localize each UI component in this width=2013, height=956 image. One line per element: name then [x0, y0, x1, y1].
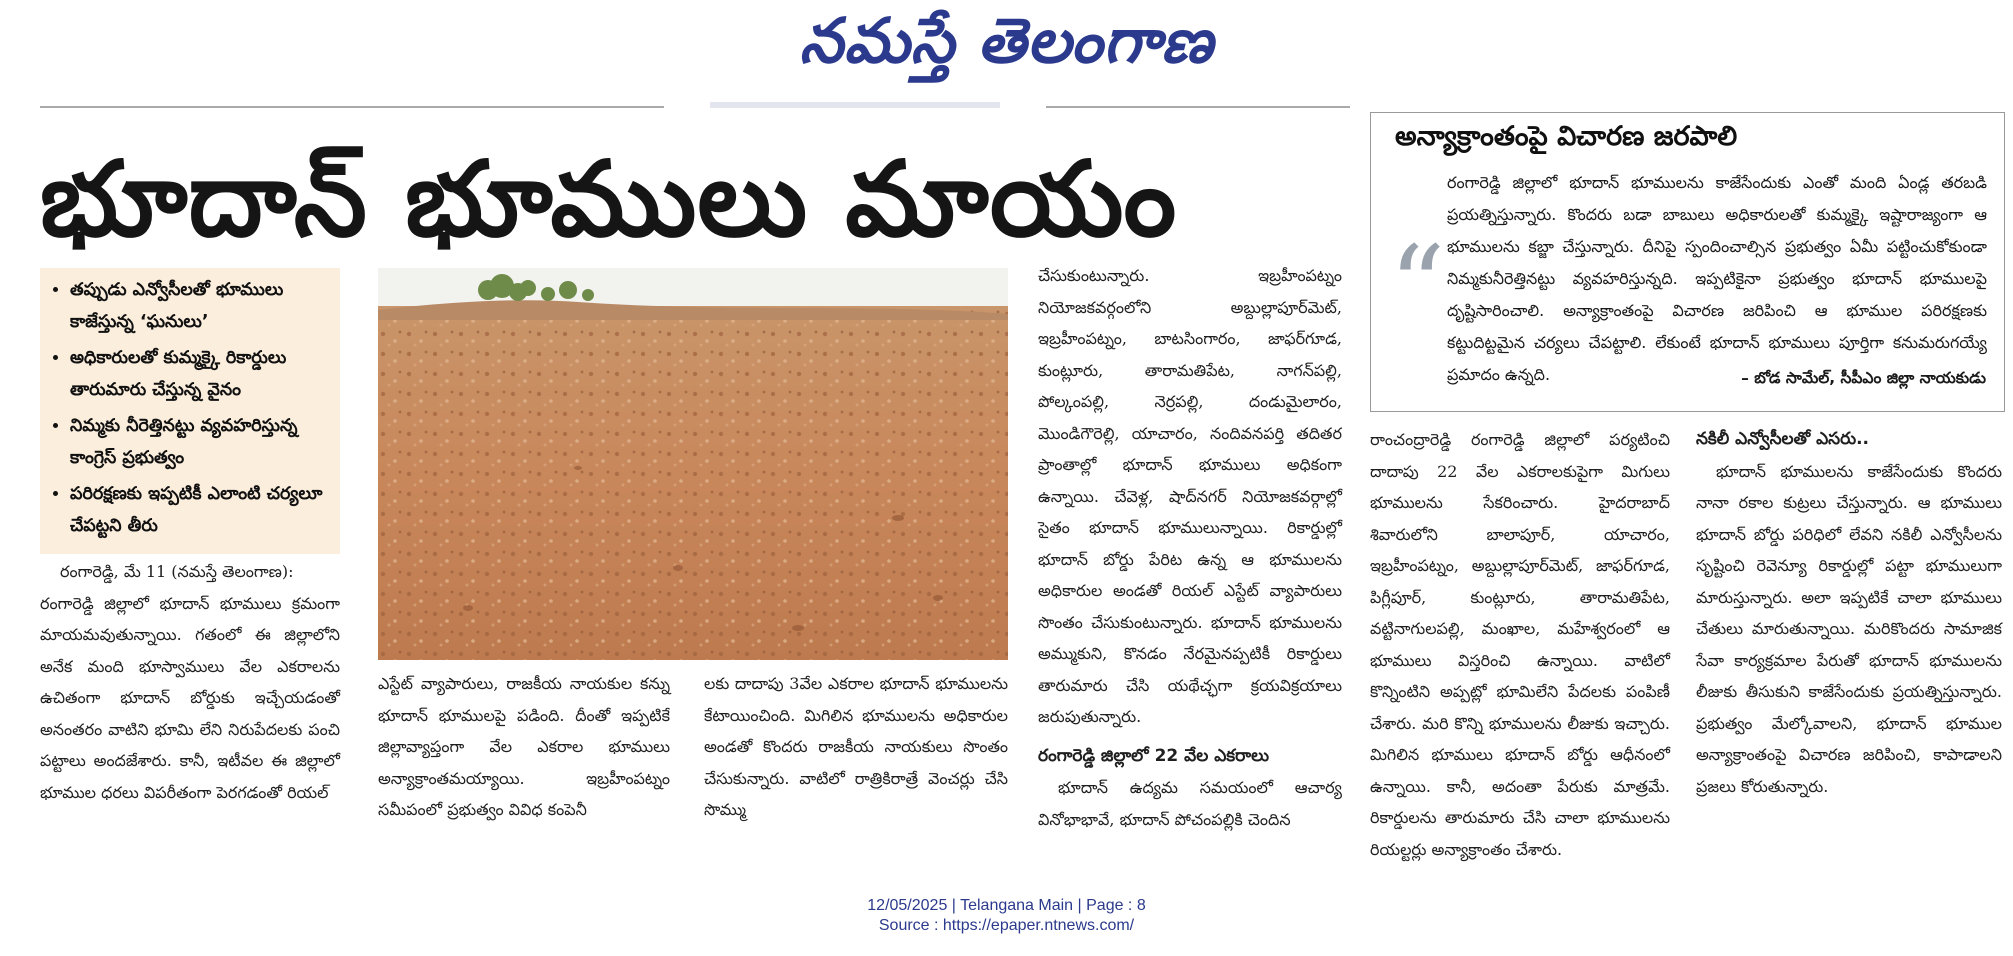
- column-5-text: రాంచంద్రారెడ్డి రంగారెడ్డి జిల్లాలో పర్యటించి దాదాపు 22 వేల ఎకరాలకుపైగా మిగులు భూములను సేకరించారు. హైదరాబాద్ శివారులోని బాలాపూర్, యాచారం, ఇబ్రహీంపట్నం, అబ్దుల్లాపూర్‌మెట్, జాఫర్‌గూడ, పిగ్లీపూర్, కుంట్లూరు, తారామతిపేట, వట్టినాగులపల్లి, మంఖాల, మహేశ్వరంలో ఆ భూములు విస్తరించి ఉన్నాయి. వాటిలో కొన్నింటిని అప్పట్లో భూమిలేని పేదలకు పంపిణీ చేశారు. మరి కొన్ని భూములను లీజుకు ఇచ్చారు. మిగిలిన భూములు భూదాన్ బోర్డు ఆధీనంలో ఉన్నాయి. కానీ, అదంతా పేరుకు మాత్రమే. రికార్డులను తారుమారు చేసి చాలా భూములను రియల్టర్లు అన్యాక్రాంతం చేశారు.: [1370, 430, 1670, 859]
- headline: భూదాన్ భూములు మాయం: [40, 138, 1178, 260]
- article-column-1: [40, 556, 340, 808]
- column-3-text: లకు దాదాపు 3వేల ఎకరాల భూదాన్ భూములను కేటాయించింది. మిగిలిన భూములను అధికారుల అండతో కొందరు రాజకీయ నాయకులు సొంతం చేసుకున్నారు. వాటిలో రాత్రికిరాత్రే వెంచర్లు చేసి సొమ్ము: [704, 674, 1008, 819]
- column-1-text: రంగారెడ్డి జిల్లాలో భూదాన్ భూములు క్రమంగా మాయమవుతున్నాయి. గతంలో ఈ జిల్లాలోని అనేక మంది భూస్వాములు వేల ఎకరాలను ఉచితంగా భూదాన్ బోర్డుకు ఇచ్చేయడంతో అనంతరం వాటిని భూమి లేని నిరుపేదలకు పంచి పట్టాలు అందజేశారు. కానీ, ఇటీవల ఈ జిల్లాలో భూముల ధరలు విపరీతంగా పెరగడంతో రియల్: [40, 593, 340, 802]
- column-4-text-cont: భూదాన్ ఉద్యమ సమయంలో ఆచార్య వినోభాభావే, భూదాన్ పోచంపల్లికి చెందిన: [1038, 778, 1342, 829]
- quote-box: [1370, 112, 2005, 412]
- footer-source[interactable]: Source : https://epaper.ntnews.com/: [878, 917, 1135, 934]
- column-4-text: చేసుకుంటున్నారు. ఇబ్రహీంపట్నం నియోజకవర్గంలోని అబ్దుల్లాపూర్‌మెట్, ఇబ్రహీంపట్నం, బాటసింగారం, జాఫర్‌గూడ, కుంట్లూరు, తారామతిపేట, నాగన్‌పల్లి, పోల్కంపల్లి, నెర్రపల్లి, దండుమైలారం, మొండిగౌరెల్లి, యాచారం, నందివనపర్తి తదితర ప్రాంతాల్లో భూదాన్ భూములు అధికంగా ఉన్నాయి. చేవెళ్ల, షాద్‌నగర్ నియోజకవర్గాల్లో సైతం భూదాన్ భూములున్నాయి. రికార్డుల్లో భూదాన్ బోర్డు పేరిట ఉన్న ఆ భూములను అధికారుల అండతో రియల్ ఎస్టేట్ వ్యాపారులు సొంతం చేసుకుంటున్నారు. భూదాన్ భూములను అమ్ముకుని, కొనడం నేరమైనప్పటికీ రికార్డులు తారుమారు చేసి యథేచ్ఛగా క్రయవిక్రయాలు జరుపుతున్నారు.: [1038, 266, 1342, 726]
- quote-mark-icon: “: [1389, 222, 1446, 350]
- top-rule-right: [1046, 106, 1350, 108]
- column-2-text: ఎస్టేట్ వ్యాపారులు, రాజకీయ నాయకుల కన్ను భూదాన్ భూములపై పడింది. దీంతో ఇప్పటికే జిల్లావ్యాప్తంగా వేల ఎకరాల భూములు అన్యాక్రాంతమయ్యాయి. ఇబ్రహీంపట్నం సమీపంలో ప్రభుత్వం వివిధ కంపెనీ: [378, 674, 670, 819]
- article-photo: [378, 268, 1008, 660]
- dateline: రంగారెడ్డి, మే 11 (నమస్తే తెలంగాణ):: [60, 562, 294, 581]
- masthead-logo: నమస్తే తెలంగాణ: [799, 4, 1214, 77]
- highlight-item: • అధికారులతో కుమ్మక్కై రికార్డులు తారుమారు చేస్తున్న వైనం: [70, 342, 332, 406]
- footer-date-page: 12/05/2025 | Telangana Main | Page : 8: [867, 897, 1146, 914]
- article-column-2: [378, 668, 670, 826]
- footer: [0, 896, 2013, 936]
- highlight-item: • నిమ్మకు నీరెత్తినట్టు వ్యవహరిస్తున్న కాంగ్రెస్ ప్రభుత్వం: [70, 410, 332, 474]
- article-column-6: [1696, 424, 2002, 802]
- column-6-text: భూదాన్ భూములను కాజేసేందుకు కొందరు నానా రకాల కుట్రలు చేస్తున్నారు. ఆ భూములు భూదాన్ బోర్డు పరిధిలో లేవని నకిలీ ఎన్వోసీలను సృష్టించి రెవెన్యూ రికార్డుల్లో పట్టా భూములుగా మారుస్తున్నారు. అలా ఇప్పటికే చాలా భూములు చేతులు మారుతున్నాయి. మరికొందరు సామాజిక సేవా కార్యక్రమాల పేరుతో భూదాన్ భూములను లీజుకు తీసుకుని కాజేసేందుకు ప్రయత్నిస్తున్నారు. ప్రభుత్వం మేల్కోవాలని, భూదాన్ భూముల అన్యాక్రాంతంపై విచారణ జరిపించి, కాపాడాలని ప్రజలు కోరుతున్నారు.: [1696, 461, 2002, 796]
- article-column-4: [1038, 260, 1342, 835]
- highlights-box: [40, 268, 340, 554]
- quote-box-title: అన్యాక్రాంతంపై విచారణ జరపాలి: [1395, 121, 1738, 152]
- quote-attribution: – బోడ సామేల్, సీపీఎం జిల్లా నాయకుడు: [1741, 369, 1986, 387]
- top-rule-center: [710, 102, 1000, 108]
- quote-text: రంగారెడ్డి జిల్లాలో భూదాన్ భూములను కాజేసేందుకు ఎంతో మంది ఏండ్ల తరబడి ప్రయత్నిస్తున్నారు. కొందరు బడా బాబులు అధికారులతో కుమ్మక్కై ఇష్టారాజ్యంగా ఆ భూములను కబ్జా చేస్తున్నారు. దీనిపై స్పందించాల్సిన ప్రభుత్వం ఏమీ పట్టించుకోకుండా నిమ్మకునీరెత్తినట్టు వ్యవహరిస్తున్నది. ఇప్పటికైనా ప్రభుత్వం భూదాన్ భూములపై దృష్టిసారించాలి. అన్యాక్రాంతంపై విచారణ జరిపించి ఆ భూముల పరిరక్షణకు కట్టుదిట్టమైన చర్యలు చేపట్టాలి. లేకుంటే భూదాన్ భూములు పూర్తిగా కనుమరుగయ్యే ప్రమాదం ఉన్నది.: [1447, 173, 1987, 384]
- subhead-fake-noc: నకిలీ ఎన్వోసీలతో ఎసరు..: [1696, 429, 1869, 449]
- highlight-item: • తప్పుడు ఎన్వోసీలతో భూములు కాజేస్తున్న ‘ఘనులు’: [70, 274, 332, 338]
- highlight-item: • పరిరక్షణకు ఇప్పటికీ ఎలాంటి చర్యలూ చేపట్టని తీరు: [70, 478, 332, 542]
- article-column-3: [704, 668, 1008, 826]
- top-rule-left: [40, 106, 664, 108]
- subhead-22-thousand-acres: రంగారెడ్డి జిల్లాలో 22 వేల ఎకరాలు: [1038, 745, 1270, 766]
- article-column-5: [1370, 424, 1670, 865]
